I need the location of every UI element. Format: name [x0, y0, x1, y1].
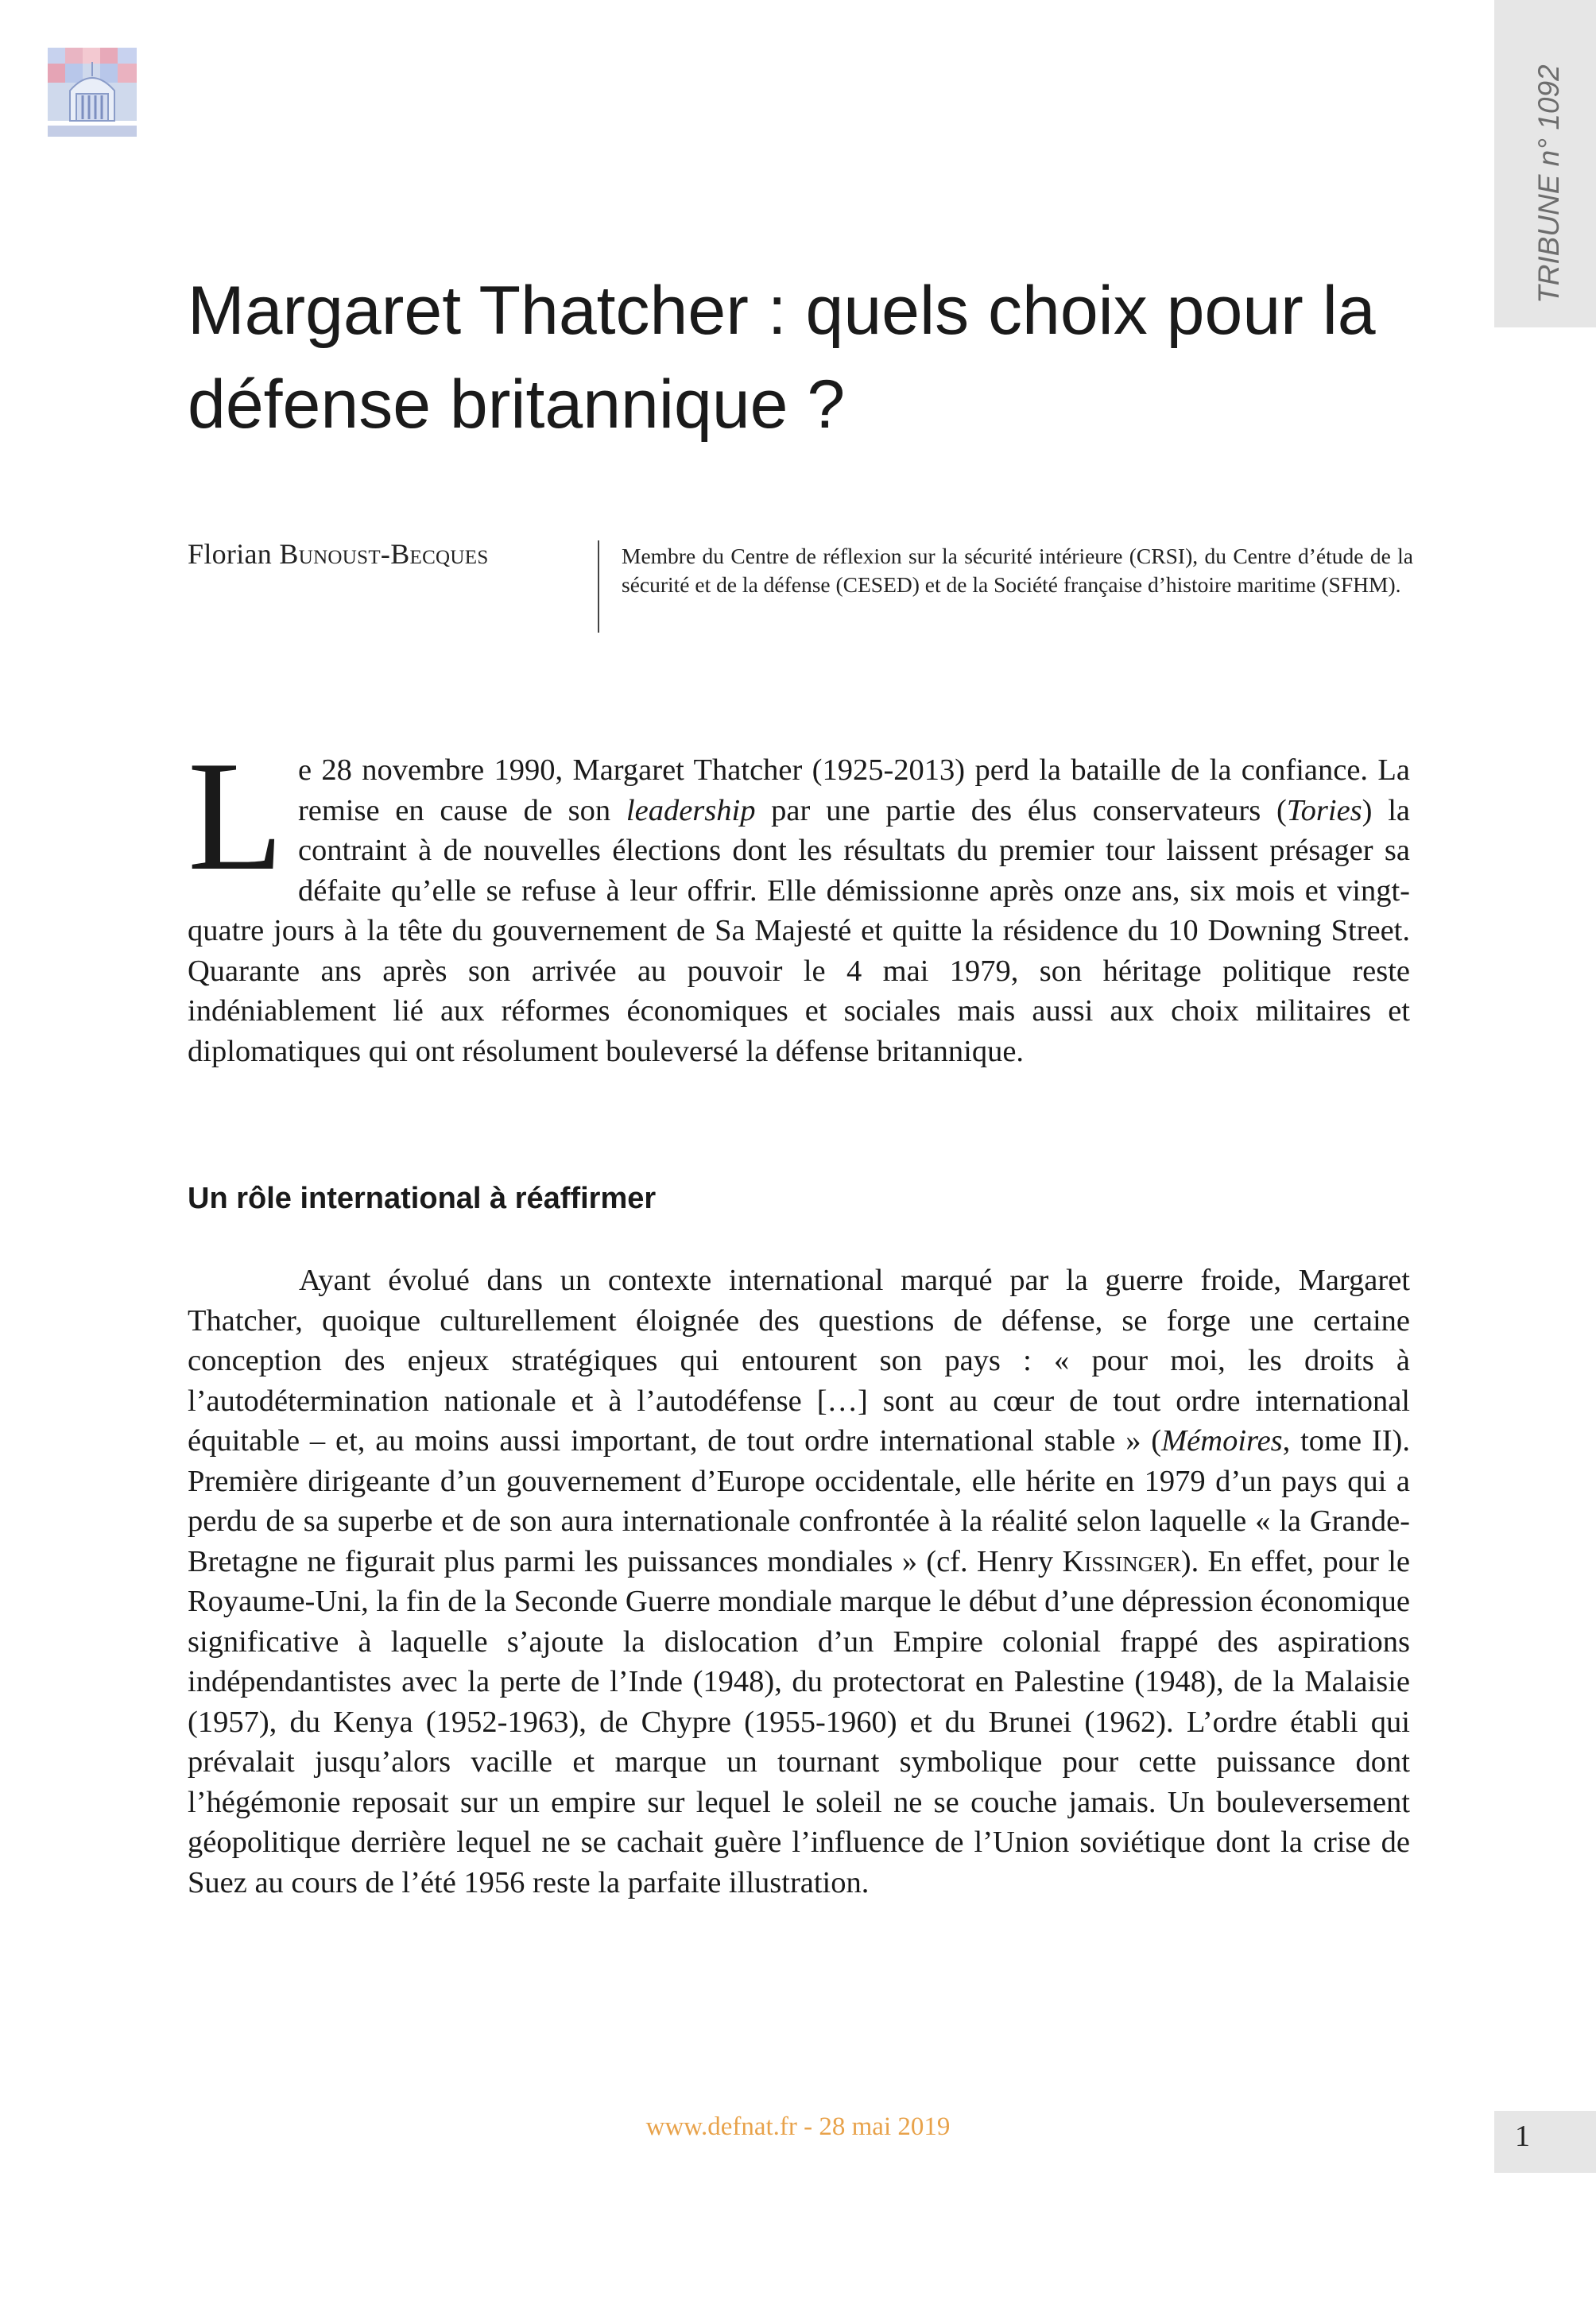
tribune-label: TRIBUNE n° 1092 — [1532, 64, 1565, 304]
intro-italic-1: leadership — [626, 793, 756, 827]
section-text-1: Ayant évolué dans un contexte international marqué par la guerre froide, Margaret Thatcher, quoique culturellement éloignée des questions de défense, se forge une certaine conception des enjeux stratégiques qui entourent son pays : « pour moi, les droits à l’autodétermination nationale et à l’autodéfense […] sont au cœur de tout ordre international équitable – et, au moins aussi important, de tout ordre international stable » ( — [188, 1264, 1410, 1458]
drop-cap: L — [188, 729, 284, 903]
author-divider — [598, 540, 599, 633]
author-affiliation: Membre du Centre de réflexion sur la sécurité intérieure (CRSI), du Centre d’étude de la sécurité et de la défense (CESED) et de la Société française d’histoire maritime (SFHM). — [622, 544, 1413, 597]
section-smallcaps: Kissinger — [1062, 1544, 1181, 1578]
page-number-tab — [1494, 2111, 1596, 2173]
intro-paragraph — [188, 729, 1411, 1071]
footer-link[interactable]: www.defnat.fr - 28 mai 2019 — [645, 2112, 951, 2141]
section-text-2: , tome II). Première dirigeante d’un gouvernement d’Europe occidentale, elle hérite en 1979 d’un pays qui a perdu de sa superbe et de son aura internationale confrontée à la réalité selon laquelle « la Grande-Bretagne ne figurait plus parmi les puissances mondiales » (cf. Henry — [188, 1424, 1410, 1578]
page-number: 1 — [1515, 2120, 1530, 2153]
ihedn-logo-icon — [45, 45, 140, 143]
intro-text-2: par une partie des élus conservateurs ( — [755, 793, 1287, 827]
section-heading: Un rôle international à réaffirmer — [188, 1182, 657, 1215]
page-title: Margaret Thatcher : quels choix pour la défense britannique ? — [188, 273, 1376, 443]
author-first-name: Florian — [188, 538, 273, 570]
author-last-name: Bunoust-Becques — [279, 538, 489, 570]
intro-text-1: e 28 novembre 1990, Margaret Thatcher (1925-2013) perd la bataille de la confiance. La remise en cause de son — [297, 753, 1410, 827]
intro-italic-2: Tories — [1286, 793, 1362, 827]
intro-text-3: ) la contraint à de nouvelles élections dont les résultats du premier tour laissent présager sa défaite qu’elle se refuse à leur offrir. Elle démissionne après onze ans, six mois et vingt-quatre jours à la tête du gouvernement de Sa Majesté et quitte la résidence du 10 Downing Street. Quarante ans après son arrivée au pouvoir le 4 mai 1979, son héritage politique reste indéniablement lié aux réformes économiques et sociales mais aussi aux choix militaires et diplomatiques qui ont résolument bouleversé la défense britannique. — [188, 793, 1411, 1068]
section-paragraph — [188, 1260, 1410, 1903]
section-text-3: ). En effet, pour le Royaume-Uni, la fin de la Seconde Guerre mondiale marque le début d’une dépression économique significative à laquelle s’ajoute la dislocation d’un Empire colonial frappé des aspirations indépendantistes avec la perte de l’Inde (1948), du protectorat en Palestine (1948), de la Malaisie (1957), du Kenya (1952-1963), de Chypre (1955-1960) et du Brunei (1962). L’ordre établi qui prévalait jusqu’alors vacille et marque un tournant symbolique pour cette puissance dont l’hégémonie reposait sur un empire sur lequel le soleil ne se couche jamais. Un bouleversement géopolitique derrière lequel ne se cachait guère l’influence de l’Union soviétique dont la crise de Suez au cours de l’été 1956 reste la parfaite illustration. — [188, 1544, 1410, 1899]
author-name — [188, 537, 489, 571]
section-italic: Mémoires — [1161, 1424, 1283, 1458]
